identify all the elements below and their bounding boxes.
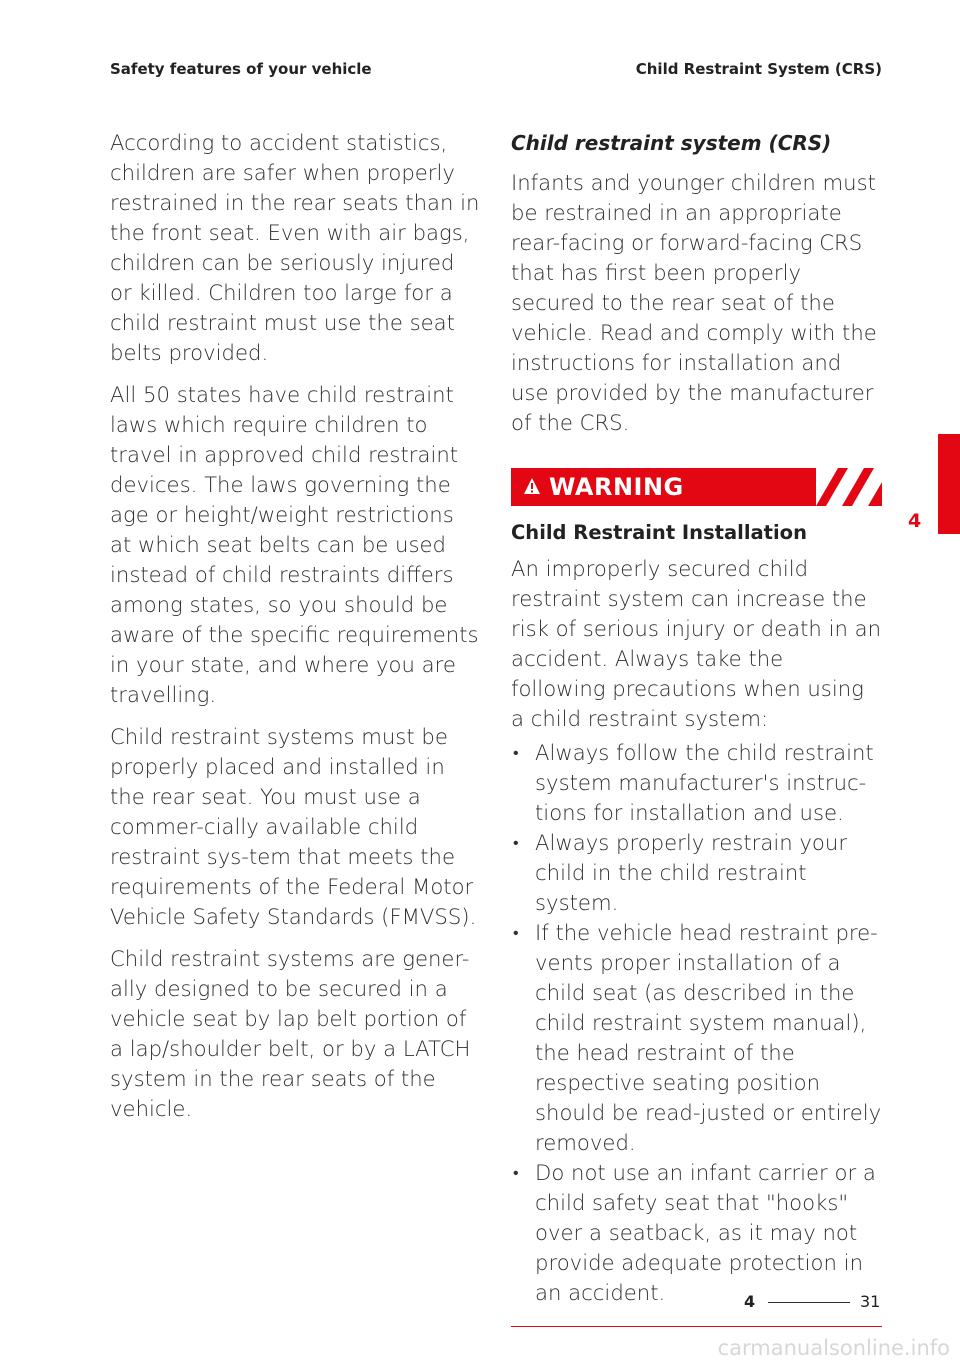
- warning-bullet: • Always follow the child restraint system manufacturer's instruc-tions for installation and use.: [511, 738, 882, 828]
- warning-bullet: • Always properly restrain your child in the child restraint system.: [511, 828, 882, 918]
- left-column: [110, 128, 480, 1136]
- paragraph-placement: Child restraint systems must be properly placed and installed in the rear seat. You must use a commer-cially available child restraint sys-tem that meets the requirements of the Federal Motor Vehicle Safety Standards (FMVSS).: [110, 724, 477, 929]
- section-title: Child restraint system (CRS): [511, 131, 832, 155]
- warning-bullet: • Do not use an infant carrier or a child safety seat that "hooks" over a seatback, as it may not provide adequate protection in an accident.: [511, 1158, 882, 1308]
- running-header-section: Safety features of your vehicle: [110, 60, 372, 78]
- watermark: carmanualsonline.info: [717, 1336, 950, 1360]
- warning-slash-decoration: [816, 468, 882, 506]
- warning-bullet: • If the vehicle head restraint pre-vents proper installation of a child seat (as described in the child restraint system manual), the head restraint of the respective seating position should be read-justed or entirely removed.: [511, 918, 882, 1158]
- right-column: [511, 128, 882, 1327]
- warning-banner: [511, 468, 882, 506]
- running-header-topic: Child Restraint System (CRS): [635, 60, 882, 78]
- warning-bullet-list: [511, 738, 882, 1308]
- footer-divider: [768, 1302, 850, 1303]
- footer-chapter-number: 4: [744, 1292, 756, 1311]
- warning-end-rule: [511, 1326, 882, 1327]
- paragraph-securing: Child restraint systems are gener-ally designed to be secured in a vehicle seat by lap belt portion of a lap/shoulder belt, or by a LATCH system in the rear seats of the vehicle.: [110, 946, 471, 1121]
- paragraph-state-laws: All 50 states have child restraint laws which require children to travel in approved child restraint devices. The laws governing the age or height/weight restrictions at which seat belts can be used instead of child restraints differs among states, so you should be aware of the specific requirements in your state, and where you are travelling.: [110, 382, 479, 707]
- warning-label: WARNING: [549, 473, 684, 501]
- chapter-thumb-tab: [938, 434, 960, 534]
- footer-page-number: 31: [860, 1292, 881, 1311]
- warning-triangle-icon: [523, 477, 541, 495]
- warning-intro: An improperly secured child restraint system can increase the risk of serious injury or death in an accident. Always take the following precautions when using a child restraint system:: [511, 556, 882, 731]
- section-paragraph: Infants and younger children must be restrained in an appropriate rear-facing or forward-facing CRS that has first been properly secured to the rear seat of the vehicle. Read and comply with the instructions for installation and use provided by the manufacturer of the CRS.: [511, 170, 877, 435]
- chapter-tab-number: 4: [908, 510, 922, 532]
- warning-heading: Child Restraint Installation: [511, 521, 807, 544]
- paragraph-accident-statistics: According to accident statistics, children are safer when properly restrained in the rear seats than in the front seat. Even with air bags, children can be seriously injured or killed. Children too large for a child restraint must use the seat belts provided.: [110, 130, 480, 365]
